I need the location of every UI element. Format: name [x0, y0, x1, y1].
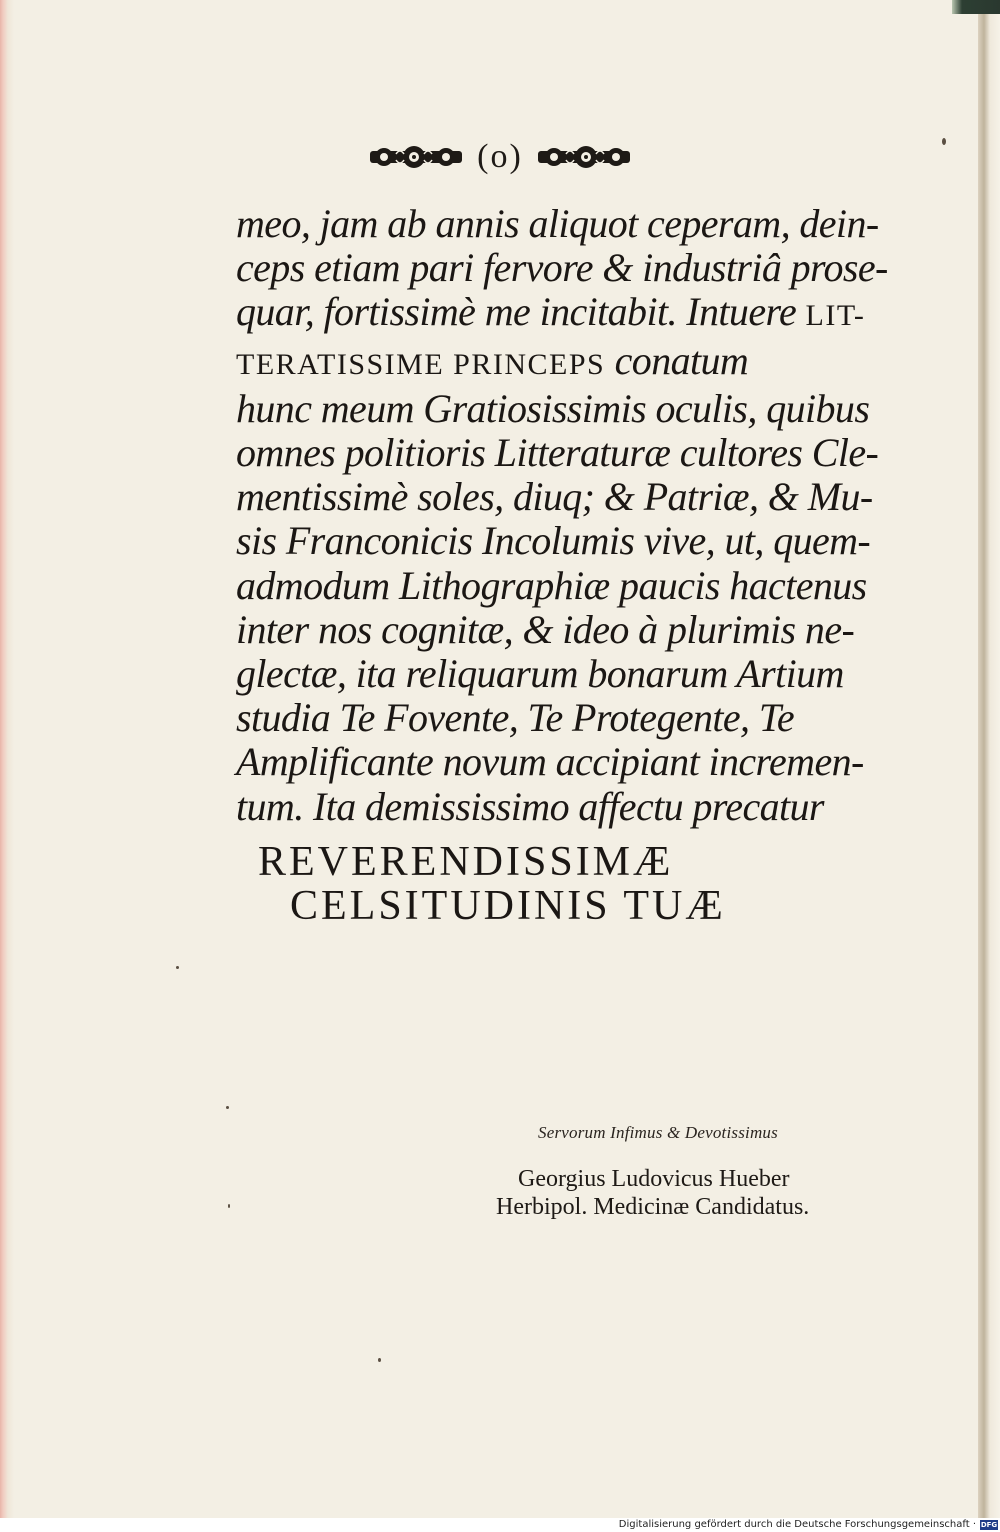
- page-edge-left: [0, 0, 14, 1518]
- text-line: inter nos cognitæ, & ideo à plurimis ne-: [236, 606, 855, 652]
- ink-speck: [942, 138, 946, 145]
- footer-bar: [0, 1518, 1000, 1532]
- text-line: mentissimè soles, diuq; & Patriæ, & Mu-: [236, 474, 873, 520]
- text-line: hunc meum Gratiosissimis oculis, quibus: [236, 385, 870, 431]
- page-header: [0, 138, 1000, 178]
- ink-speck: [226, 1106, 229, 1109]
- signature-name: Georgius Ludovicus Hueber: [518, 1166, 790, 1192]
- closing-line-1: REVERENDISSIMÆ: [258, 839, 674, 885]
- text-line: glectæ, ita reliquarum bonarum Artium: [236, 651, 844, 697]
- ink-speck: [378, 1358, 381, 1362]
- text-line: studia Te Fovente, Te Protegente, Te: [236, 695, 794, 741]
- ink-speck: [176, 966, 179, 969]
- book-cover-corner: [952, 0, 1000, 14]
- closing-line-2: CELSITUDINIS TUÆ: [290, 883, 726, 929]
- floral-ornament-left-icon: [368, 142, 464, 172]
- dfg-logo: DFG: [980, 1521, 998, 1529]
- signature-title: Herbipol. Medicinæ Candidatus.: [496, 1194, 810, 1220]
- text-line: meo, jam ab annis aliquot ceperam, dein-: [236, 201, 879, 246]
- signature-prefix: Servorum Infimus & Devotissimus: [538, 1123, 778, 1142]
- text-line: TERATISSIME PRINCEPS conatum: [236, 337, 749, 383]
- page-number: (o): [477, 138, 523, 175]
- text-line: admodum Lithographiæ paucis hactenus: [236, 562, 867, 608]
- floral-ornament-right-icon: [536, 142, 632, 172]
- text-line: Amplificante novum accipiant incremen-: [236, 739, 864, 785]
- digitization-credit: Digitalisierung gefördert durch die Deutsche Forschungsgemeinschaft ·: [618, 1519, 976, 1530]
- closing-salutation: [258, 840, 898, 928]
- text-line: quar, fortissimè me incitabit. Intuere LIT-: [236, 289, 866, 335]
- text-line: ceps etiam pari fervore & industriâ prose-: [236, 245, 888, 291]
- ink-speck: [228, 1204, 230, 1208]
- page-edge-right: [978, 0, 1000, 1518]
- body-paragraph: [236, 201, 888, 829]
- text-line: sis Franconicis Incolumis vive, ut, quem-: [236, 518, 871, 564]
- text-line: tum. Ita demississimo affectu precatur: [236, 783, 824, 829]
- text-line: omnes politioris Litteraturæ cultores Cle-: [236, 430, 879, 476]
